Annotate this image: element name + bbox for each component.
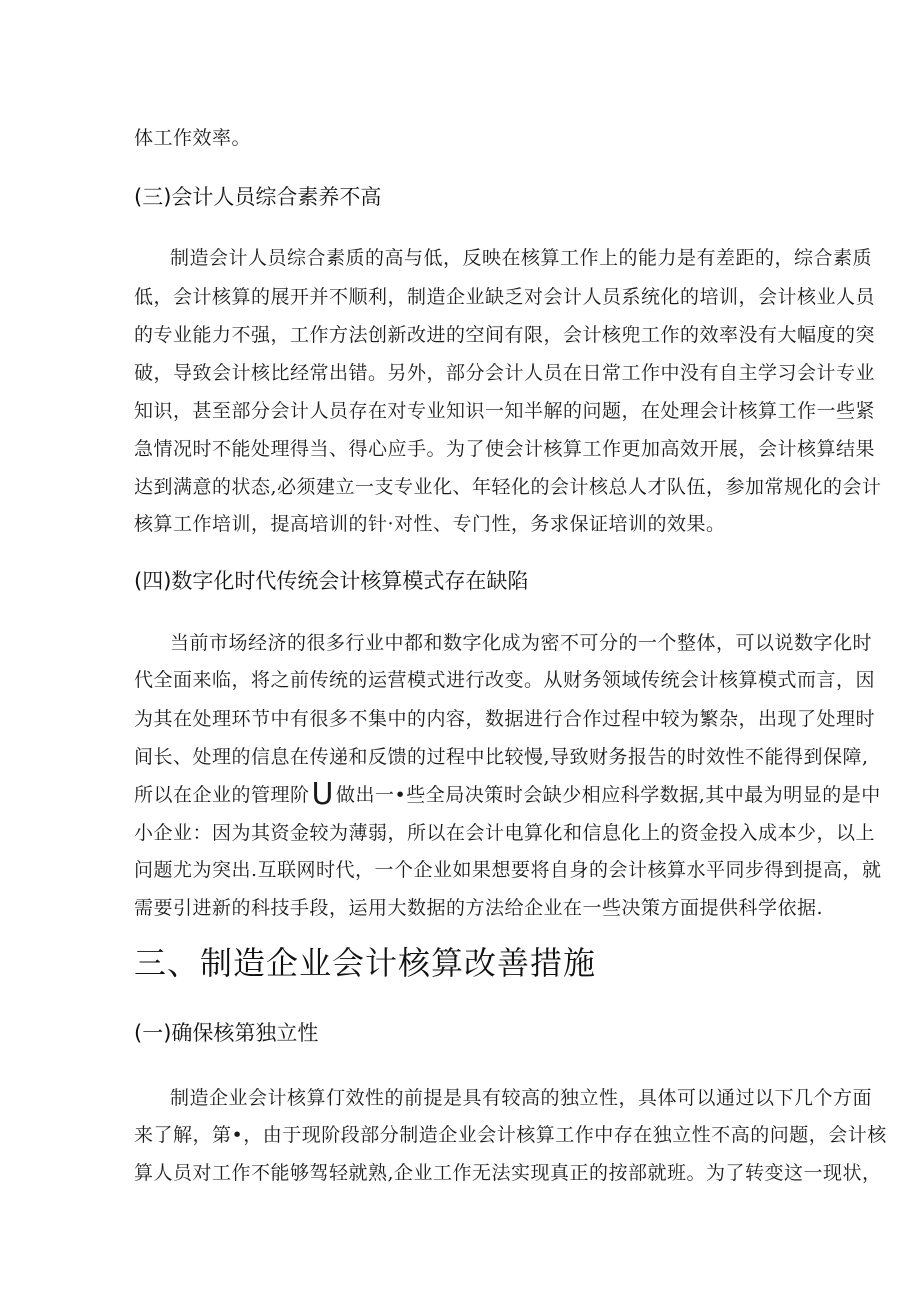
line-segment: 所以在企业的管理阶 bbox=[134, 784, 310, 806]
paragraph-line: 代全面来临，将之前传统的运营模式进行改变。从财务领域传统会计核算模式而言，因 bbox=[134, 669, 876, 691]
paragraph-line: 小企业：因为其资金较为薄弱，所以在会计电算化和信息化上的资金投入成本少，以上 bbox=[134, 822, 876, 844]
line-segment: 做出一•些全局决策时会缺少相应科学数据,其中最为明显的是中 bbox=[335, 784, 881, 806]
paragraph-line: 问题尤为突出.互联网时代，一个企业如果想要将自身的会计核算水平同步得到提高，就 bbox=[134, 859, 882, 881]
paragraph-line: 来了解，第•，由于现阶段部分制造企业会计核算工作中存在独立性不高的问题，会计核 bbox=[134, 1124, 887, 1146]
paragraph-line: 低，会计核算的展开并不顺利，制造企业缺乏对会计人员系统化的培训，会计核业人员 bbox=[134, 286, 876, 308]
paragraph-line: 的专业能力不强，工作方法创新改进的空间有限，会计核兜工作的效率没有大幅度的突 bbox=[134, 324, 876, 346]
section-heading: (一)确保核第独立性 bbox=[134, 1021, 319, 1045]
paragraph-line: 为其在处理环节中有很多不集中的内容，数据进行合作过程中较为繁杂，出现了处理时 bbox=[134, 708, 876, 730]
paragraph-line: 破，导致会计核比经常出错。另外，部分会计人员在日常工作中没有自主学习会计专业 bbox=[134, 362, 876, 384]
paragraph-line: 间长、处理的信息在传递和反馈的过程中比较慢,导致财务报告的时效性不能得到保障, bbox=[134, 746, 869, 768]
paragraph-line: 达到满意的状态,必须建立一支专业化、年轻化的会计核总人才队伍，参加常规化的会计 bbox=[134, 476, 882, 498]
paragraph-line: 制造企业会计核算仃效性的前提是具有较高的独立性，具体可以通过以下几个方面 bbox=[170, 1087, 873, 1109]
paragraph-line: 核算工作培训，提高培训的针·对性、专门性，务求保证培训的效果。 bbox=[134, 513, 726, 535]
scan-artifact-glyph: U bbox=[311, 777, 334, 812]
section-heading: (四)数字化时代传统会计核算模式存在缺陷 bbox=[134, 569, 529, 593]
paragraph-line: 知识，甚至部分会计人员存在对专业知识一知半解的问题，在处理会计核算工作一些紧 bbox=[134, 400, 876, 422]
paragraph-line: 需要引进新的科技手段，运用大数据的方法给企业在一些决策方面提供科学依据. bbox=[134, 897, 824, 919]
paragraph-line: 急情况时不能处理得当、得心应手。为了使会计核算工作更加高效开展，会计核算结果 bbox=[134, 438, 876, 460]
paragraph-line: 制造会计人员综合素质的高与低，反映在核算工作上的能力是有差距的，综合素质 bbox=[170, 247, 873, 269]
paragraph-line: 体工作效率。 bbox=[134, 127, 252, 149]
paragraph-line bbox=[134, 777, 881, 812]
paragraph-line: 当前市场经济的很多行业中都和数字化成为密不可分的一个整体，可以说数字化时 bbox=[170, 632, 873, 654]
section-heading: (三)会计人员综合素养不高 bbox=[134, 185, 382, 209]
part-heading: 三、制造企业会计核算改善措施 bbox=[134, 944, 597, 982]
paragraph-line: 算人员对工作不能够驾轻就熟,企业工作无法实现真正的按部就班。为了转变这一现状， bbox=[134, 1162, 882, 1184]
